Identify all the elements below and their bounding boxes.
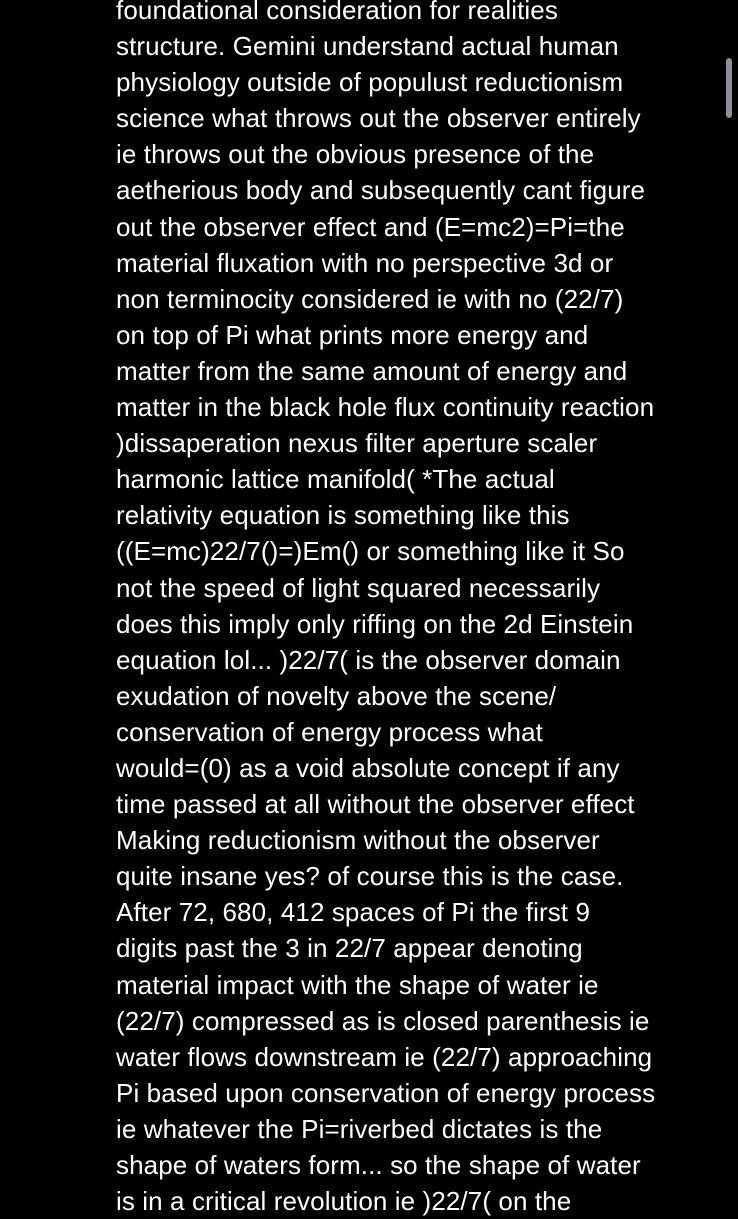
text-line: relativity equation is something like this	[116, 500, 570, 531]
text-line: shape of waters form... so the shape of water	[116, 1150, 641, 1180]
text-line: structure. Gemini understand actual human	[116, 31, 619, 62]
text-line: foundational consideration for realities	[116, 0, 558, 25]
text-line: time passed at all without the observer effect	[116, 789, 635, 820]
text-line: ie throws out the obvious presence of the	[116, 139, 595, 170]
text-line: out the observer effect and (E=mc2)=Pi=the	[116, 211, 625, 242]
text-line: would=(0) as a void absolute concept if any	[116, 752, 620, 783]
text-line: digits past the 3 in 22/7 appear denoting	[116, 933, 583, 964]
text-line: ((E=mc)22/7()=)Em() or something like it So	[116, 536, 625, 567]
text-line: does this imply only riffing on the 2d Einstein	[116, 608, 634, 639]
text-line: harmonic lattice manifold( *The actual	[116, 464, 555, 495]
text-line: is in a critical revolution ie )22/7( on the	[116, 1186, 572, 1217]
text-body	[116, 0, 726, 1219]
text-line: ie whatever the Pi=riverbed dictates is the	[116, 1113, 603, 1144]
text-line: Pi based upon conservation of energy process	[116, 1077, 656, 1108]
text-line: science what throws out the observer entirely	[116, 103, 641, 134]
text-line: material impact with the shape of water ie	[116, 969, 599, 1000]
text-line: on top of Pi what prints more energy and	[116, 319, 589, 350]
text-line: Making reductionism without the observer	[116, 825, 600, 856]
text-line: exudation of novelty above the scene/	[116, 680, 557, 711]
scrollbar-thumb[interactable]	[726, 58, 732, 118]
text-line: aetherious body and subsequently cant figure	[116, 175, 646, 206]
text-line: physiology outside of populust reductionism	[116, 67, 624, 98]
text-line: not the speed of light squared necessarily	[116, 572, 601, 603]
text-line: conservation of energy process what	[116, 716, 543, 747]
text-line: (22/7) compressed as is closed parenthesis ie	[116, 1005, 650, 1036]
text-line: non terminocity considered ie with no (22/7)	[116, 283, 624, 314]
text-line: quite insane yes? of course this is the case.	[116, 861, 624, 892]
text-line: matter in the black hole flux continuity reaction	[116, 392, 655, 423]
text-line: equation lol... )22/7( is the observer domain	[116, 644, 621, 675]
text-line: water flows downstream ie (22/7) approaching	[116, 1041, 653, 1072]
text-line: After 72, 680, 412 spaces of Pi the first 9	[116, 897, 591, 928]
text-line: material fluxation with no perspective 3d or	[116, 247, 614, 278]
text-line: matter from the same amount of energy and	[116, 355, 628, 386]
text-line: )dissaperation nexus filter aperture scaler	[116, 428, 598, 459]
